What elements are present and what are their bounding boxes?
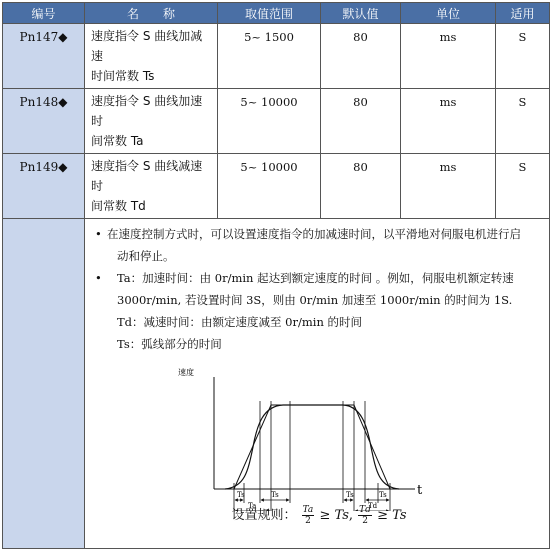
x-axis-label: t — [417, 483, 423, 498]
param-apply: S — [496, 154, 550, 219]
rule-prefix: 设置规则： — [231, 508, 297, 523]
header-unit: 单位 — [401, 3, 496, 24]
fraction-numerator: Ta — [302, 505, 314, 515]
description-paragraph — [95, 223, 543, 267]
table-header-row — [3, 3, 550, 24]
y-axis-label: 速度 — [178, 368, 194, 377]
param-name-line: 速度指令 S 曲线加减速 — [91, 29, 203, 63]
description-cell — [85, 219, 550, 549]
ts-symbol: Ts — [392, 508, 407, 523]
param-name-line: 间常数 Ta — [91, 134, 144, 148]
param-default: 80 — [321, 154, 401, 219]
param-name-line: 速度指令 S 曲线加速时 — [91, 94, 203, 128]
bullet-icon: • — [95, 227, 102, 241]
paragraph-line: 3000r/min, 若设置时间 3S，则由 0r/min 加速至 1000r/min 的时间为 1S. — [117, 293, 513, 307]
header-apply: 适用 — [496, 3, 550, 24]
paragraph-line: Td：减速时间：由额定速度减至 0r/min 的时间 — [117, 315, 363, 329]
description-paragraph — [95, 267, 543, 355]
param-code: Pn149◆ — [3, 154, 85, 219]
ge-symbol: ≥ — [319, 508, 331, 523]
ts-label: Ts — [346, 491, 354, 499]
param-range: 5~ 1500 — [218, 24, 321, 89]
bullet-icon: • — [95, 271, 102, 285]
param-unit: ms — [401, 89, 496, 154]
param-name-line: 速度指令 S 曲线减速时 — [91, 159, 203, 193]
param-unit: ms — [401, 154, 496, 219]
description-side-cell — [3, 219, 85, 549]
fraction-numerator: Td — [359, 505, 371, 515]
setting-rule — [95, 505, 543, 527]
description-row — [3, 219, 550, 549]
param-apply: S — [496, 24, 550, 89]
header-default: 默认值 — [321, 3, 401, 24]
paragraph-line: Ta：加速时间：由 0r/min 起达到额定速度的时间 。例如，伺服电机额定转速 — [117, 271, 514, 285]
ts-label: Ts — [379, 491, 387, 499]
ta-fraction — [302, 505, 315, 526]
ge-symbol: ≥ — [377, 508, 388, 523]
td-label: Td — [368, 502, 378, 510]
ts-label: Ts — [237, 491, 245, 499]
param-default: 80 — [321, 24, 401, 89]
paragraph-line: Ts：弧线部分的时间 — [117, 337, 222, 351]
fraction-denominator: 2 — [305, 516, 311, 526]
param-name-line: 时间常数 Ts — [91, 69, 155, 83]
param-range: 5~ 10000 — [218, 89, 321, 154]
ts-label: Ts — [271, 491, 279, 499]
param-name — [85, 24, 218, 89]
param-name — [85, 89, 218, 154]
s-curve-diagram — [95, 361, 535, 511]
fraction-denominator: 2 — [362, 516, 368, 526]
table-row — [3, 89, 550, 154]
param-code: Pn147◆ — [3, 24, 85, 89]
paragraph-line: 动和停止。 — [117, 249, 175, 263]
td-fraction — [358, 505, 372, 526]
param-name-line: 间常数 Td — [91, 199, 146, 213]
ts-symbol: Ts — [334, 508, 349, 523]
s-curve-profile — [225, 405, 399, 489]
table-row — [3, 24, 550, 89]
header-name: 名 称 — [85, 3, 218, 24]
parameter-table — [2, 2, 550, 549]
param-apply: S — [496, 89, 550, 154]
rule-comma: , — [348, 508, 354, 523]
ta-label: Ta — [248, 502, 257, 510]
trapezoid-profile — [234, 405, 390, 489]
table-row — [3, 154, 550, 219]
param-default: 80 — [321, 89, 401, 154]
header-range: 取值范围 — [218, 3, 321, 24]
param-unit: ms — [401, 24, 496, 89]
param-name — [85, 154, 218, 219]
param-code: Pn148◆ — [3, 89, 85, 154]
param-range: 5~ 10000 — [218, 154, 321, 219]
header-code: 编号 — [3, 3, 85, 24]
paragraph-line: 在速度控制方式时，可以设置速度指令的加减速时间，以平滑地对伺服电机进行启 — [107, 227, 521, 241]
